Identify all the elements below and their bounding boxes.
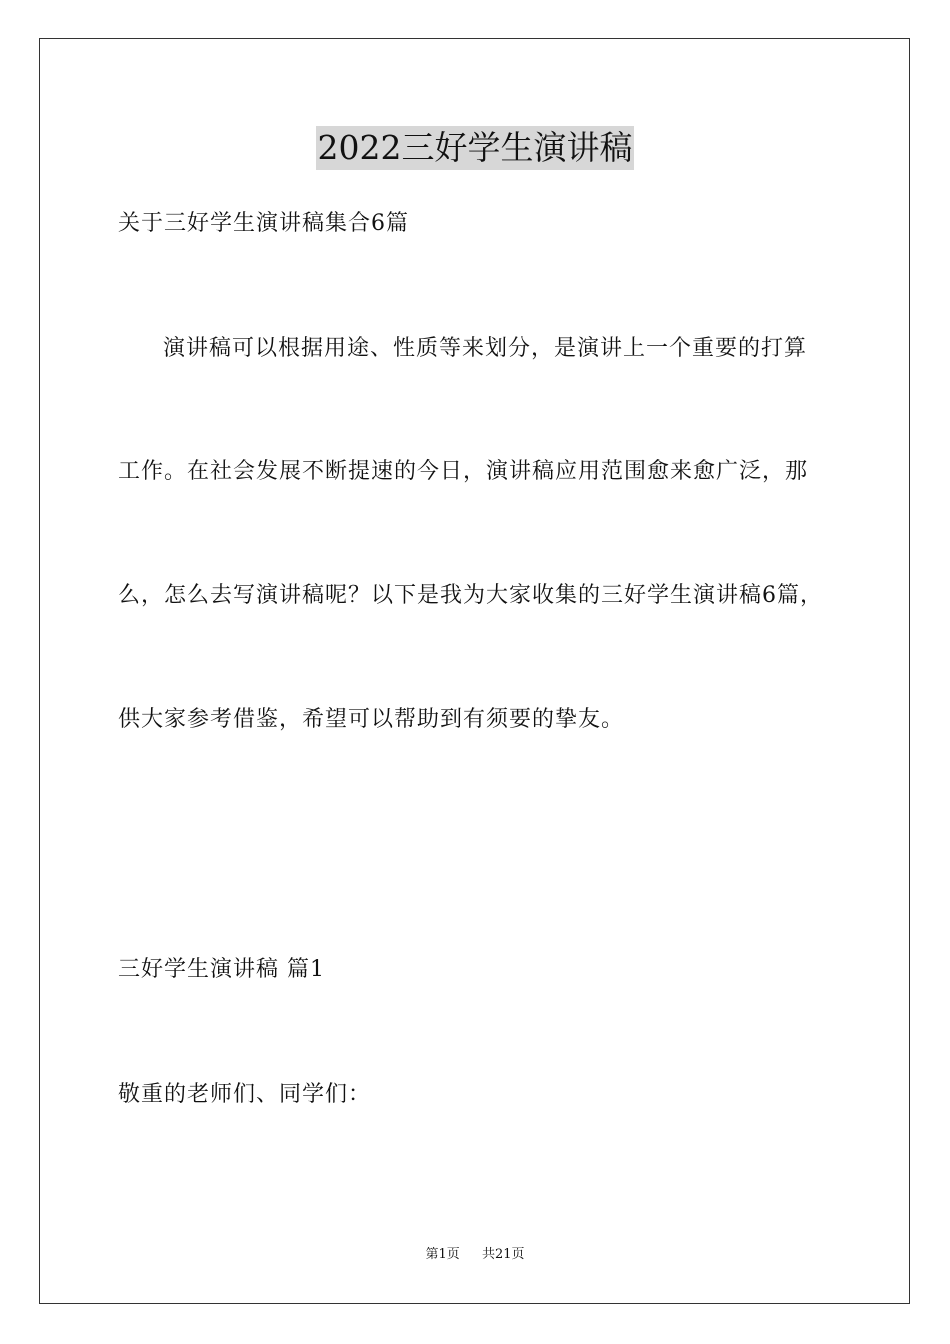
page-number: 第1页 [425, 1247, 460, 1262]
page-total: 共21页 [482, 1247, 525, 1262]
document-title: 2022三好学生演讲稿 [316, 126, 635, 170]
salutation: 敬重的老师们、同学们： [118, 1082, 372, 1107]
paragraph-line-2: 工作。在社会发展不断提速的今日，演讲稿应用范围愈来愈广泛，那 [118, 459, 809, 484]
section-heading: 三好学生演讲稿 篇1 [118, 957, 325, 982]
paragraph-line-3: 么，怎么去写演讲稿呢？以下是我为大家收集的三好学生演讲稿6篇， [118, 583, 823, 608]
document-subtitle: 关于三好学生演讲稿集合6篇 [118, 211, 409, 236]
paragraph-line-1: 演讲稿可以根据用途、性质等来划分，是演讲上一个重要的打算 [163, 336, 808, 361]
page-footer [0, 1246, 950, 1264]
title-wrap [0, 126, 950, 170]
paragraph-line-4: 供大家参考借鉴，希望可以帮助到有须要的挚友。 [118, 707, 625, 732]
